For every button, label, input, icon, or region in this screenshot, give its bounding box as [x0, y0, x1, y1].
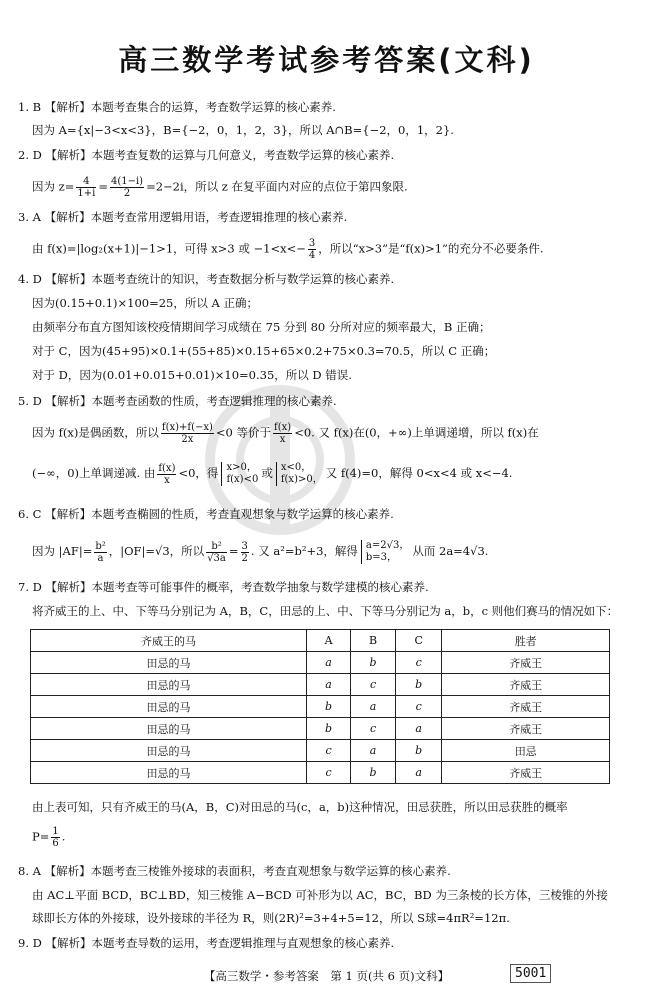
table-cell: b: [307, 696, 351, 718]
table-row: [31, 696, 610, 718]
table-row: [31, 674, 610, 696]
document-code: 5001: [510, 964, 551, 983]
q5-case1: [221, 462, 258, 486]
q6-frac3: [241, 541, 249, 564]
table-cell: 齐威王: [442, 696, 610, 718]
q6-frac1: [94, 541, 106, 564]
q3-frac-den: 4: [308, 250, 316, 261]
q5-case2-a: x<0，: [280, 462, 312, 473]
table-cell: 田忌: [442, 740, 610, 762]
q5-text-d: (−∞，0)上单调递减. 由: [32, 466, 156, 480]
q6-frac2-num: b²: [206, 541, 227, 553]
q6-text-a: 因为 |AF|=: [32, 544, 93, 558]
table-cell: c: [351, 718, 396, 740]
q4-line4: 对于 D，因为(0.01+0.015+0.01)×10=0.35，所以 D 错误.: [32, 368, 352, 382]
q7-line2: 由上表可知，只有齐威王的马(A，B，C)对田忌的马(c，a，b)这种情况，田忌获胜，所以田忌获胜的概率: [32, 800, 568, 814]
q6-frac1-den: a: [97, 552, 104, 564]
table-cell: a: [395, 718, 441, 740]
table-cell: 齐威王: [442, 718, 610, 740]
table-cell: 田忌的马: [31, 762, 307, 784]
table-cell: c: [307, 740, 351, 762]
q5-case2-b: f(x)>0，: [280, 474, 323, 485]
q4-line1: 因为(0.15+0.1)×100=25，所以 A 正确；: [32, 296, 258, 310]
table-header-cell: C: [395, 630, 441, 652]
table-cell: c: [307, 762, 351, 784]
q2-frac2-num: 4(1−i): [110, 176, 144, 187]
table-cell: a: [307, 652, 351, 674]
q6-frac2-den: √3a: [207, 552, 226, 564]
table-cell: a: [395, 762, 441, 784]
q6-frac1-num: b²: [95, 540, 106, 552]
q6-frac3-num: 3: [241, 540, 248, 552]
q2-text-b: =: [98, 179, 108, 194]
q7-line3: [32, 826, 635, 849]
table-cell: 田忌的马: [31, 696, 307, 718]
q3-line1: [32, 238, 635, 261]
table-cell: 齐威王: [442, 652, 610, 674]
horse-race-table: [30, 629, 610, 784]
table-cell: 齐威王: [442, 674, 610, 696]
table-row: [31, 740, 610, 762]
table-cell: a: [351, 696, 396, 718]
q7-text-b: .: [61, 829, 66, 844]
q5-frac3-num: f(x): [158, 462, 176, 474]
q5-frac3: [157, 463, 176, 486]
q5-frac1-den: 2x: [181, 434, 194, 445]
q3-head: 3. A 【解析】本题考查常用逻辑用语，考查逻辑推理的核心素养.: [18, 210, 348, 224]
table-cell: b: [351, 762, 396, 784]
q3-text-b: ，所以“x>3”是“f(x)>1”的充分不必要条件.: [318, 241, 544, 256]
table-header-cell: A: [307, 630, 351, 652]
q5-case1-b: f(x)<0: [226, 474, 259, 485]
q5-text-c: <0. 又 f(x)在(0，+∞)上单调递增，所以 f(x)在: [294, 425, 539, 440]
q3-text-a: 由 f(x)=|log₂(x+1)|−1>1，可得 x>3 或 −1<x<−: [32, 241, 306, 256]
table-cell: 田忌的马: [31, 652, 307, 674]
q5-frac2: [273, 422, 292, 445]
q6-text-e: 从而 2a=4√3.: [412, 544, 489, 558]
table-cell: 田忌的马: [31, 674, 307, 696]
table-cell: b: [395, 674, 441, 696]
q3-frac: [308, 238, 316, 261]
q8-head: 8. A 【解析】本题考查三棱锥外接球的表面积，考查直观想象与数学运算的核心素养.: [18, 864, 451, 878]
q6-text-d: . 又 a²=b²+3，解得: [250, 544, 358, 558]
table-header-cell: 齐威王的马: [31, 630, 307, 652]
q2-text-a: 因为 z=: [32, 179, 75, 194]
q7-line1: 将齐威王的上、中、下等马分别记为 A，B，C，田忌的上、中、下等马分别记为 a，b，c 则他们赛马的情况如下：: [32, 604, 619, 618]
table-cell: b: [395, 740, 441, 762]
page-title: 高三数学考试参考答案(文科): [118, 43, 535, 77]
q5-head: 5. D 【解析】本题考查函数的性质，考查逻辑推理的核心素养.: [18, 394, 337, 408]
q7-frac-num: 1: [52, 826, 59, 837]
q6-case-a: a=2√3，: [365, 540, 410, 551]
q4-line2: 由频率分布直方图知该校疫情期间学习成绩在 75 分到 80 分所对应的频率最大，B 正确；: [32, 320, 491, 334]
table-cell: c: [395, 696, 441, 718]
table-cell: c: [395, 652, 441, 674]
q3-frac-num: 3: [308, 238, 316, 249]
table-cell: b: [307, 718, 351, 740]
q2-frac2-den: 2: [123, 188, 131, 199]
q5-frac1: [161, 422, 214, 445]
q2-text-c: =2−2i，所以 z 在复平面内对应的点位于第四象限.: [146, 179, 408, 194]
page-footer: 【高三数学・参考答案 第 1 页(共 6 页)文科】: [203, 969, 450, 983]
q6-case: [361, 540, 409, 564]
q4-line3: 对于 C，因为(45+95)×0.1+(55+85)×0.15+65×0.2+75×0.3=70.5，所以 C 正确；: [32, 344, 496, 358]
table-cell: a: [351, 740, 396, 762]
q5-frac2-den: x: [279, 434, 286, 445]
q8-line1: 由 AC⊥平面 BCD，BC⊥BD，知三棱锥 A−BCD 可补形为以 AC，BC，BD 为三条棱的长方体，三棱锥的外接: [32, 888, 608, 902]
q8-line2: 球即长方体的外接球，设外接球的半径为 R，则(2R)²=3+4+5=12，所以 S球=4πR²=12π.: [32, 911, 510, 925]
q6-frac3-den: 2: [241, 552, 248, 564]
q2-head: 2. D 【解析】本题考查复数的运算与几何意义，考查数学运算的核心素养.: [18, 148, 395, 162]
q7-head: 7. D 【解析】本题考查等可能事件的概率，考查数学抽象与数学建模的核心素养.: [18, 580, 429, 594]
table-cell: 齐威王: [442, 762, 610, 784]
q7-text-a: P=: [32, 829, 50, 844]
q6-text-c: =: [228, 544, 239, 558]
table-cell: b: [351, 652, 396, 674]
q6-case-b: b=3，: [365, 552, 398, 563]
q5-text-b: <0 等价于: [215, 425, 272, 440]
q5-text-g: 又 f(4)=0，解得 0<x<4 或 x<−4.: [325, 466, 513, 480]
q6-head: 6. C 【解析】本题考查椭圆的性质，考查直观想象与数学运算的核心素养.: [18, 507, 394, 521]
q5-case1-a: x>0，: [226, 462, 257, 473]
q5-line1: [32, 422, 635, 445]
table-header-row: [31, 630, 610, 652]
q5-text-a: 因为 f(x)是偶函数，所以: [32, 425, 159, 440]
q7-frac: [51, 826, 59, 849]
q5-frac3-den: x: [164, 474, 170, 486]
table-header-cell: 胜者: [442, 630, 610, 652]
q1-head: 1. B 【解析】本题考查集合的运算，考查数学运算的核心素养.: [18, 100, 336, 114]
q2-frac1-num: 4: [76, 176, 96, 188]
table-row: [31, 718, 610, 740]
q1-line1: 因为 A={x|−3<x<3}，B={−2，0，1，2，3}，所以 A∩B={−2，0，1，2}.: [32, 123, 454, 137]
q4-head: 4. D 【解析】本题考查统计的知识，考查数据分析与数学运算的核心素养.: [18, 272, 395, 286]
table-row: [31, 762, 610, 784]
q2-frac1-den: 1+i: [77, 188, 96, 199]
table-cell: a: [307, 674, 351, 696]
q9-head: 9. D 【解析】本题考查导数的运用，考查逻辑推理与直观想象的核心素养.: [18, 936, 395, 950]
table-cell: 田忌的马: [31, 718, 307, 740]
q7-frac-den: 6: [52, 838, 59, 849]
q6-line1: [32, 540, 635, 564]
q5-frac2-num: f(x): [274, 422, 292, 433]
q6-text-b: ，|OF|=√3，所以: [108, 544, 205, 558]
q2-frac1: [76, 176, 96, 199]
q5-text-e: <0，得: [178, 466, 219, 480]
q5-frac1-num: f(x)+f(−x): [161, 422, 213, 433]
table-cell: c: [351, 674, 396, 696]
q5-text-f: 或: [261, 466, 273, 480]
q5-case2: [276, 462, 323, 486]
q2-line1: [32, 176, 635, 199]
q5-line2: [32, 462, 635, 486]
q6-frac2: [206, 541, 227, 564]
table-header-cell: B: [351, 630, 396, 652]
q2-frac2: [110, 176, 144, 199]
table-cell: 田忌的马: [31, 740, 307, 762]
table-row: [31, 652, 610, 674]
